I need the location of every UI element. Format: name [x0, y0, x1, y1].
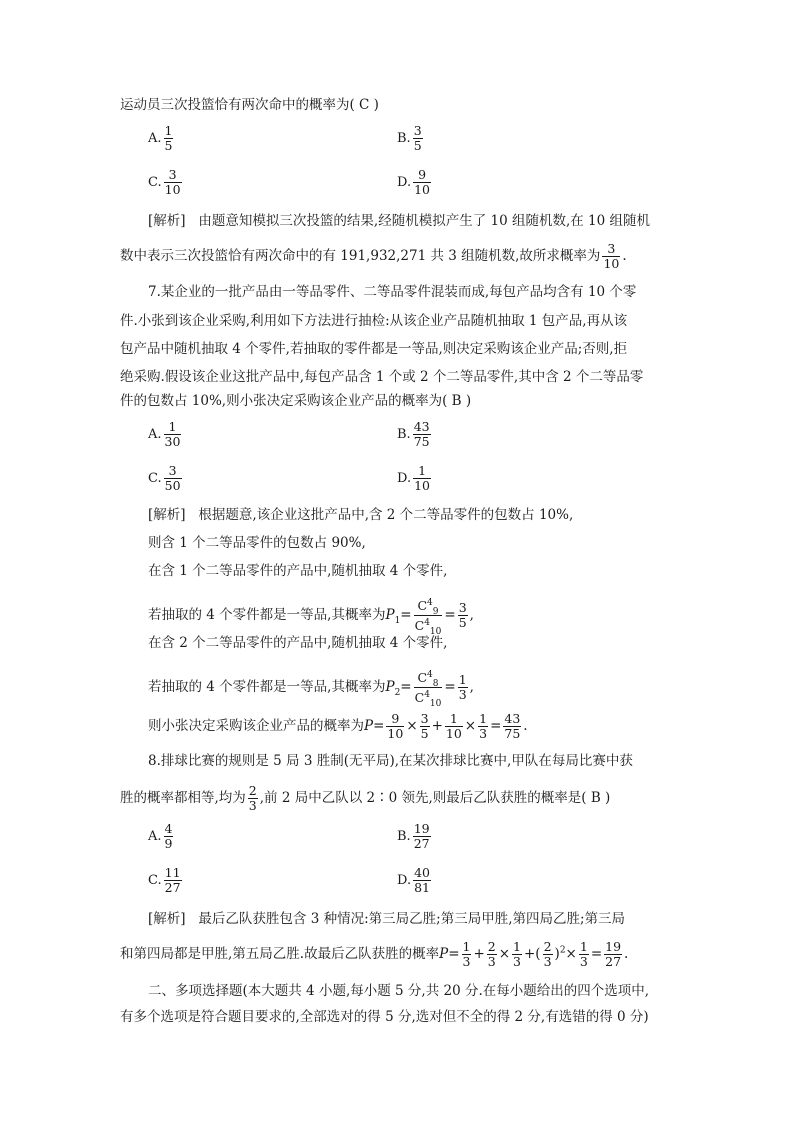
- q7-stem-line4: 绝采购.假设该企业这批产品中,每包产品含 1 个或 2 个二等品零件,其中含 2 个二等品零: [120, 369, 644, 385]
- q8-option-c: C. $\frac{11}{27}$: [148, 865, 181, 895]
- q7-stem-line5: 件的包数占 10%,则小张决定采购该企业产品的概率为( B ): [120, 393, 472, 409]
- q7-analysis-line7: 则小张决定采购该企业产品的概率为P= $\frac{9}{10}$ × $\frac{3}{5}$ + $\frac{1}{10}$ × $\frac{1}{3}$ = $\frac{43}{75}$ .: [148, 711, 528, 741]
- q8-stem-line2: 胜的概率都相等,均为 $\frac{2}{3}$ ,前 2 局中乙队以 2∶0 领先,则最后乙队获胜的概率是( B ): [120, 783, 611, 813]
- q8-option-d: D. $\frac{40}{81}$: [397, 865, 430, 895]
- q7-option-c: C. $\frac{3}{50}$: [148, 463, 181, 493]
- q6-option-b: B. $\frac{3}{5}$: [397, 123, 422, 153]
- section2-line1: 二、多项选择题(本大题共 4 小题,每小题 5 分,共 20 分.在每小题给出的四个选项中,: [148, 983, 650, 999]
- q7-option-d: D. $\frac{1}{10}$: [397, 463, 430, 493]
- analysis-tag: [解析]: [148, 213, 186, 229]
- q7-analysis-line2: 则含 1 个二等品零件的包数占 90%,: [148, 535, 366, 551]
- q6-option-c: C. $\frac{3}{10}$: [148, 167, 181, 197]
- q7-analysis-line5: 在含 2 个二等品零件的产品中,随机抽取 4 个零件,: [148, 635, 448, 651]
- q7-analysis-line3: 在含 1 个二等品零件的产品中,随机抽取 4 个零件,: [148, 563, 448, 579]
- q8-option-b: B. $\frac{19}{27}$: [397, 821, 430, 851]
- q7-option-b: B. $\frac{43}{75}$: [397, 419, 430, 449]
- q6-stem: 运动员三次投篮恰有两次命中的概率为( C ): [120, 97, 379, 113]
- q6-option-a: A. $\frac{1}{5}$: [148, 123, 173, 153]
- q7-option-a: A. $\frac{1}{30}$: [148, 419, 181, 449]
- q7-analysis-line6: 若抽取的 4 个零件都是一等品,其概率为$P_2=$ $\frac{C^4_8}{C^4_{10}}$ = $\frac{1}{3}$ ,: [148, 670, 474, 710]
- q7-analysis-line4: 若抽取的 4 个零件都是一等品,其概率为$P_1=$ $\frac{C^4_9}{C^4_{10}}$ = $\frac{3}{5}$ ,: [148, 598, 474, 638]
- q7-stem-line3: 包产品中随机抽取 4 个零件,若抽取的零件都是一等品,则决定采购该企业产品;否则,拒: [120, 341, 628, 357]
- q7-stem-line1: 7.某企业的一批产品由一等品零件、二等品零件混装而成,每包产品均含有 10 个零: [148, 284, 637, 300]
- q6-analysis-line1: [解析] 由题意知模拟三次投篮的结果,经随机模拟产生了 10 组随机数,在 10 组随机: [148, 213, 651, 229]
- q7-stem-line2: 件.小张到该企业采购,利用如下方法进行抽检:从该企业产品随机抽取 1 包产品,再从该: [120, 313, 628, 329]
- analysis-tag: [解析]: [148, 507, 186, 523]
- q8-option-a: A. $\frac{4}{9}$: [148, 821, 173, 851]
- q7-analysis-line1: [解析] 根据题意,该企业这批产品中,含 2 个二等品零件的包数占 10%,: [148, 507, 574, 523]
- q8-stem-line1: 8.排球比赛的规则是 5 局 3 胜制(无平局),在某次排球比赛中,甲队在每局比赛中获: [148, 753, 633, 769]
- q8-analysis-line2: 和第四局都是甲胜,第五局乙胜.故最后乙队获胜的概率P= $\frac{1}{3}$ + $\frac{2}{3}$ × $\frac{1}{3}$ +( $\frac{2}{3}$ )$^2$× $\frac{1}{3}$ = $\frac{19}{27}$ .: [120, 939, 629, 969]
- analysis-tag: [解析]: [148, 911, 186, 927]
- section2-line2: 有多个选项是符合题目要求的,全部选对的得 5 分,选对但不全的得 2 分,有选错的得 0 分): [120, 1009, 649, 1025]
- q6-option-d: D. $\frac{9}{10}$: [397, 167, 430, 197]
- q8-analysis-line1: [解析] 最后乙队获胜包含 3 种情况:第三局乙胜;第三局甲胜,第四局乙胜;第三局: [148, 911, 626, 927]
- q6-analysis-line2: 数中表示三次投篮恰有两次命中的有 191,932,271 共 3 组随机数,故所求概率为 $\frac{3}{10}$ .: [120, 241, 627, 271]
